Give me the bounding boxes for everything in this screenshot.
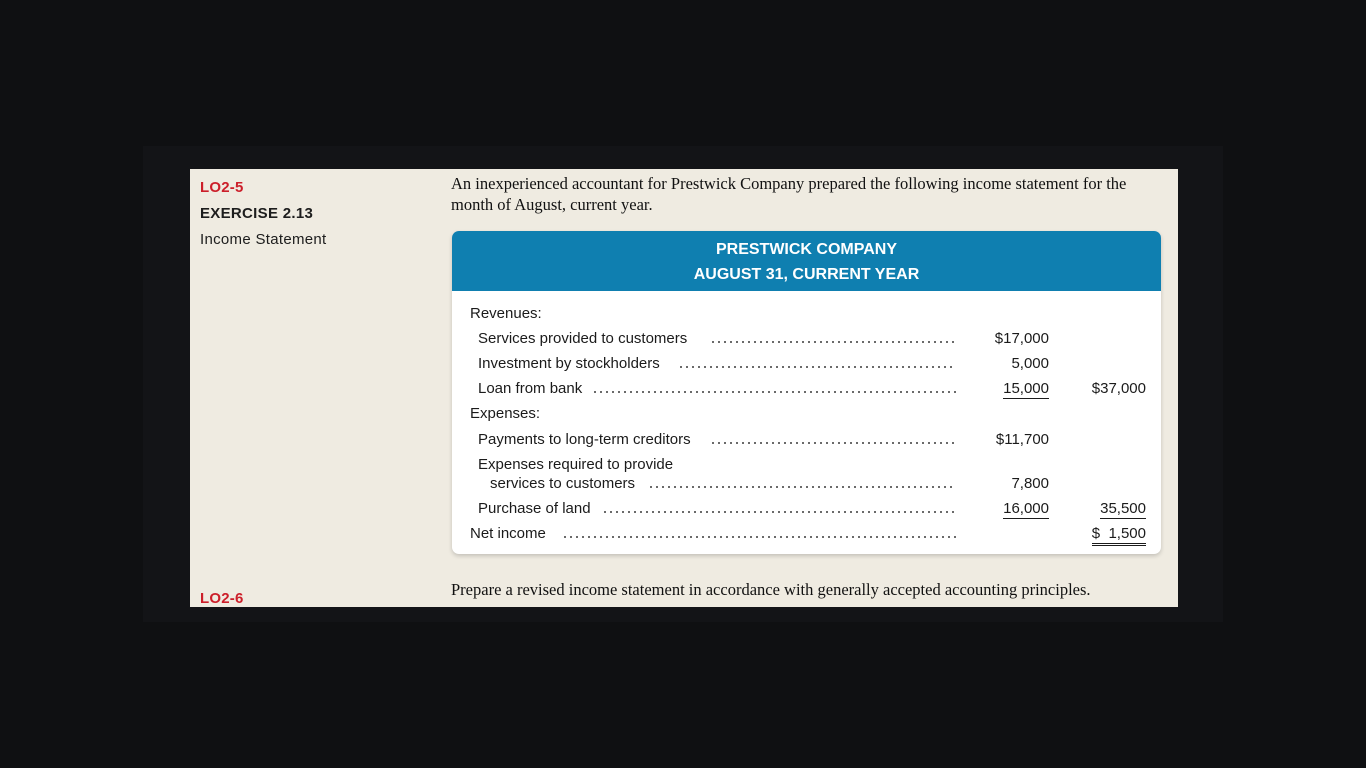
exercise-prompt: Prepare a revised income statement in accordance with generally accepted accounting principles. xyxy=(451,580,1091,599)
expenses-heading-row xyxy=(452,405,1161,425)
net-income-row xyxy=(452,525,1161,545)
statement-row xyxy=(452,431,1161,451)
net-income-total: $ 1,500 xyxy=(1092,525,1146,546)
leader-dots xyxy=(592,391,956,393)
company-name: PRESTWICK COMPANY xyxy=(715,241,898,258)
statement-row xyxy=(452,330,1161,350)
line-item-label: Payments to long-term creditors xyxy=(478,431,694,448)
line-item-amount: 7,800 xyxy=(1011,475,1049,492)
line-item-amount: 15,000 xyxy=(1003,380,1049,397)
line-item-label: Purchase of land xyxy=(478,500,594,517)
learning-objective-code: LO2-5 xyxy=(200,179,244,196)
revenues-heading-row xyxy=(452,305,1161,325)
leader-dots xyxy=(710,442,956,444)
line-item-amount: $17,000 xyxy=(994,330,1049,347)
net-income-label: Net income xyxy=(470,525,549,542)
leader-dots xyxy=(562,536,956,538)
exercise-subtitle: Income Statement xyxy=(200,231,327,248)
exercise-title: EXERCISE 2.13 xyxy=(200,205,314,222)
textbook-page xyxy=(190,169,1178,607)
line-item-label: Investment by stockholders xyxy=(478,355,663,372)
line-item-amount: 5,000 xyxy=(1011,355,1049,372)
statement-row xyxy=(452,500,1161,520)
learning-objective-code-next: LO2-6 xyxy=(200,590,244,607)
income-statement-card xyxy=(452,231,1161,554)
line-item-amount: $11,700 xyxy=(995,431,1049,448)
statement-date: AUGUST 31, CURRENT YEAR xyxy=(693,266,920,283)
line-item-label: Services provided to customers xyxy=(478,330,690,347)
statement-row xyxy=(452,475,1161,495)
leader-dots xyxy=(678,366,956,368)
statement-row xyxy=(452,380,1161,400)
statement-header xyxy=(452,231,1161,291)
statement-row xyxy=(452,355,1161,375)
leader-dots xyxy=(602,511,956,513)
leader-dots xyxy=(710,341,956,343)
section-total: $37,000 xyxy=(1091,380,1146,397)
intro-paragraph: An inexperienced accountant for Prestwick Company prepared the following income statement for the month of August, current year. xyxy=(451,174,1127,214)
expenses-label: Expenses: xyxy=(470,405,543,422)
revenues-label: Revenues: xyxy=(470,305,545,322)
leader-dots xyxy=(648,486,956,488)
line-item-label-continued: services to customers xyxy=(490,475,638,492)
line-item-label: Loan from bank xyxy=(478,380,585,397)
line-item-amount: 16,000 xyxy=(1003,500,1049,517)
line-item-label: Expenses required to provide xyxy=(478,456,676,473)
statement-row-label-line xyxy=(452,456,1161,476)
section-total: 35,500 xyxy=(1100,500,1146,517)
